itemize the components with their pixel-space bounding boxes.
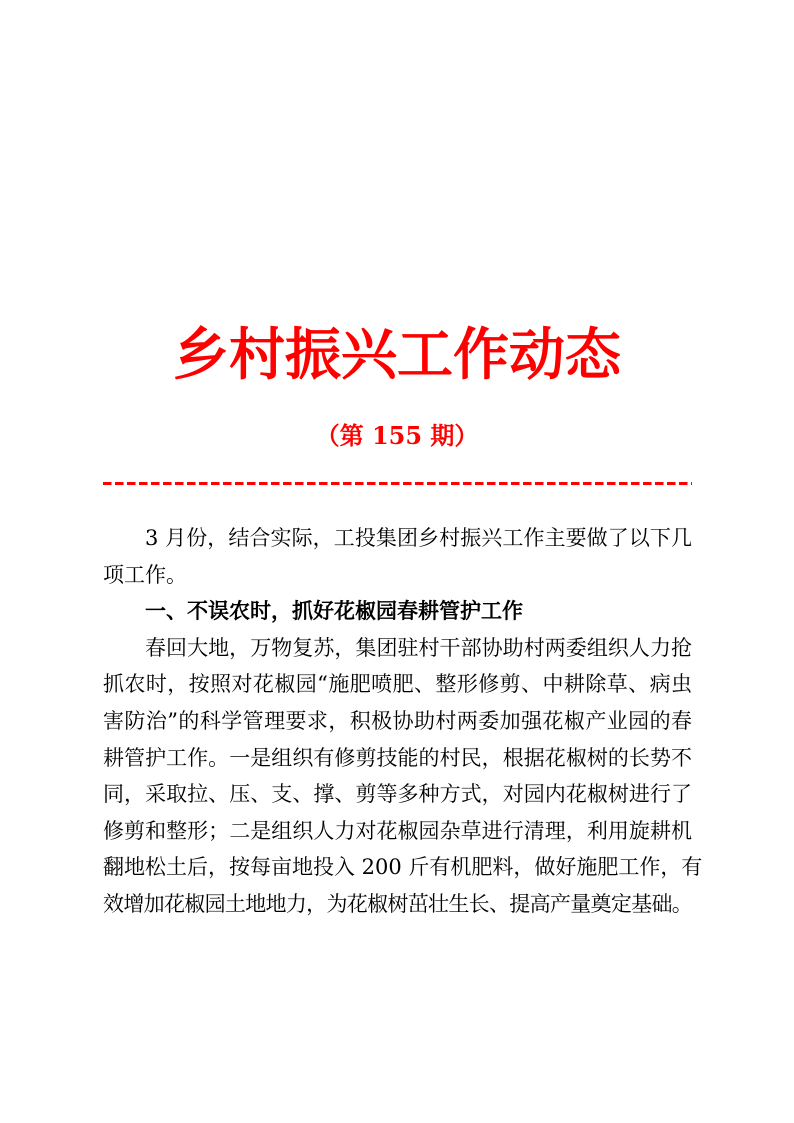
text-line: 春回大地，万物复苏，集团驻村干部协助村两委组织人力抢 <box>145 635 692 660</box>
doc-title: 乡村振兴工作动态 <box>173 322 621 388</box>
text-line: 修剪和整形；二是组织人力对花椒园杂草进行清理，利用旋耕机 <box>103 818 692 843</box>
text-line: 项工作。 <box>103 562 187 587</box>
text-line: 同，采取拉、压、支、撑、剪等多种方式，对园内花椒树进行了 <box>103 782 692 807</box>
text-line: 抓农时，按照对花椒园“施肥喷肥、整形修剪、中耕除草、病虫 <box>103 672 692 697</box>
red-dashed-divider <box>103 482 692 485</box>
text-line: 耕管护工作。一是组织有修剪技能的村民，根据花椒树的长势不 <box>103 745 692 770</box>
text-line: 3 月份，结合实际，工投集团乡村振兴工作主要做了以下几 <box>145 526 692 550</box>
text-line: 害防治”的科学管理要求，积极协助村两委加强花椒产业园的春 <box>103 708 692 733</box>
document-body <box>0 520 794 923</box>
text-line: 翻地松土后，按每亩地投入 200 斤有机肥料，做好施肥工作，有 <box>103 855 703 880</box>
issue-number: （第 155 期） <box>315 421 479 450</box>
intro-paragraph <box>103 520 692 593</box>
section-heading: 一、不误农时，抓好花椒园春耕管护工作 <box>145 599 523 624</box>
text-line: 效增加花椒园土地地力，为花椒树茁壮生长、提高产量奠定基础。 <box>103 891 692 916</box>
section-body-paragraph <box>103 630 703 923</box>
